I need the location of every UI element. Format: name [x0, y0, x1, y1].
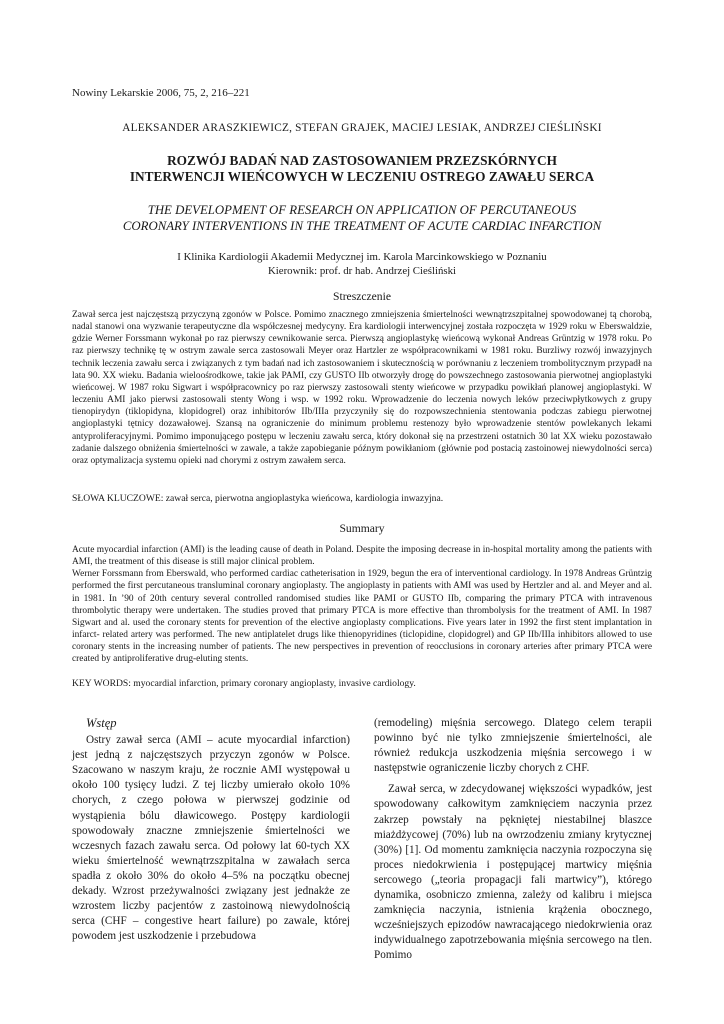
streszczenie-text [72, 309, 652, 467]
streszczenie-heading: Streszczenie [333, 290, 391, 303]
body-paragraph-right-1: (remodeling) mięśnia sercowego. Dlatego celem terapii powinno być nie tylko zmniejszenie śmiertelności, ale również redukcja uszkodzenia mięśnia sercowego i w następstwie ograniczenie liczby chorych z CHF. [374, 717, 652, 775]
body-paragraph-right-2: Zawał serca, w zdecydowanej większości wypadków, jest spowodowany całkowitym zamknięciem naczynia przez zakrzep powstały na pękniętej niestabilnej blaszce miażdżycowej (70%) lub na owrzodzeniu zmiany krytycznej (30%) [1]. Od momentu zamknięcia naczynia rozpoczyna się proces niedokrwienia i postępującej martwicy mięśnia sercowego („teoria propagacji fali martwicy”), którego dynamika, osobniczo zmienna, zależy od kalibru i miejsca zamknięcia naczynia, istnienia krążenia obocznego, wcześniejszych epizodów nawracającego niedokrwienia oraz indywidualnego zapotrzebowania mięśnia sercowego na tlen. Pomimo [374, 783, 652, 962]
title-english-line-1: THE DEVELOPMENT OF RESEARCH ON APPLICATION OF PERCUTANEOUS [147, 203, 577, 217]
summary-paragraph-1: Acute myocardial infarction (AMI) is the leading cause of death in Poland. Despite the imposing decrease in in-hospital mortality among the patients with AMI, the treatment of this disease is still major clinical problem. [72, 545, 652, 568]
body-column-right [374, 716, 652, 964]
author-list: ALEKSANDER ARASZKIEWICZ, STEFAN GRAJEK, MACIEJ LESIAK, ANDRZEJ CIEŚLIŃSKI [122, 122, 602, 134]
key-words: KEY WORDS: myocardial infarction, primary coronary angioplasty, invasive cardiology. [72, 678, 416, 689]
title-polish-line-1: ROZWÓJ BADAŃ NAD ZASTOSOWANIEM PRZEZSKÓRNYCH [167, 153, 557, 168]
journal-citation: Nowiny Lekarskie 2006, 75, 2, 216–221 [72, 87, 250, 99]
body-paragraph-left-1: Ostry zawał serca (AMI – acute myocardial infarction) jest jedną z najczęstszych przyczyn zgonów w Polsce. Szacowano w naszym kraju, że rocznie AMI występował u około 100 tysięcy ludzi. Z tej liczby umierało około 10% chorych, z czego połowa w pierwszej godzinie od wystąpienia bólu dławicowego. Postępy kardiologii spowodowały znaczne zmniejszenie śmiertelności we wczesnych fazach zawału serca. Od połowy lat 60-tych XX wieku śmiertelność wewnątrzszpitalna w zawałach serca spadła z około 30% do około 4–5% na początku obecnej dekady. Wzrost przeżywalności związany jest jednakże ze wzrostem liczby pacjentów z zastoinową niewydolnością serca (CHF – congestive heart failure) po zawale, której powodem jest uszkodzenie i przebudowa [72, 734, 350, 943]
title-english-line-2: CORONARY INTERVENTIONS IN THE TREATMENT OF ACUTE CARDIAC INFARCTION [122, 219, 602, 233]
summary-heading: Summary [339, 522, 385, 535]
slowa-kluczowe: SŁOWA KLUCZOWE: zawał serca, pierwotna angioplastyka wieńcowa, kardiologia inwazyjna. [72, 493, 444, 504]
title-polish-line-2: INTERWENCJI WIEŃCOWYCH W LECZENIU OSTREGO ZAWAŁU SERCA [129, 169, 595, 184]
body-column-left [72, 716, 350, 944]
summary-paragraph-2: Werner Forssmann from Eberswald, who performed cardiac catheterisation in 1929, begun the era of interventional cardiology. In 1978 Andreas Grüntzig performed the first percutaneous transluminal coronary angioplasty. The angioplasty in patients with AMI was used by Hertzler and al. and Meyer and al. in 1981. In ’90 of 20th century several controlled randomised studies like PAMI or GUSTO IIb, comparing the primary PTCA with intravenous thrombolytic therapy were undertaken. The studies proved that primary PTCA is more effective than thrombolysis for the treatment of AMI. In 1987 Sigwart and al. used the coronary stents for prevention of the elective angioplasty complications. Five years later in 1992 the first stent implantation in infarct- related artery was performed. The new antiplatelet drugs like thienopyridines (ticlopidine, clopidogrel) and GP IIb/IIIa inhibitors allowed to use coronary stents in the increasing number of patients. The new perspectives in prevention of reocclusions in coronary arteries after primary PTCA were created by antiproliferative drug-eluting stents. [72, 569, 652, 665]
streszczenie-paragraph: Zawał serca jest najczęstszą przyczyną zgonów w Polsce. Pomimo znacznego zmniejszenia śmiertelności wewnątrzszpitalnej spowodowanej tą chorobą, nadal stanowi ona wyzwanie terapeutyczne dla współczesnej medycyny. Era kardiologii interwencyjnej została rozpoczęta w 1929 roku w Eberswaldzie, gdzie Werner Forssmann wykonał po raz pierwszy cewnikowanie serca. Pierwszą angioplastykę wieńcową wykonał Andreas Grüntzig w 1978 roku. Po raz pierwszy technikę tę w ostrym zawale serca zastosowali Meyer oraz Hartzler ze współpracownikami w 1981 roku. Burzliwy rozwój inwazyjnych technik leczenia zawału serca i związanych z tym badań nad ich zastosowaniem i skutecznością w porównaniu z leczeniem trombolitycznym przypadł na lata 90. XX wieku. Badania wieloośrodkowe, takie jak PAMI, czy GUSTO IIb otworzyły drogę do powszechnego zastosowania pierwotnej angioplastyki wieńcowej. W 1987 roku Sigwart i współpracownicy po raz pierwszy zastosowali stenty wieńcowe w przypadku powikłań planowej angioplastyki. W leczeniu AMI jako pierwsi zastosowali stenty Wong i wsp. w 1992 roku. Wprowadzenie do leczenia nowych leków przeciwpłytkowych z grupy tienopirydyn (tiklopidyna, klopidogrel) oraz inhibitorów IIb/IIIa przyczyniły się do rozpowszechnienia stentowania podczas zabiegu pierwotnej angioplastyki tętnicy dozawałowej. Szansą na ograniczenie do minimum problemu restenozy było wprowadzenie stentów powlekanych lekami antyproliferacyjnymi. Pomimo imponującego postępu w leczeniu zawału serca, który dokonał się na przestrzeni ostatnich 30 lat XX wieku pozostawało zadanie dalszego obniżenia śmiertelności w zawale, a także zapobieganie późnym powikłaniom (głównie pod postacią zastoinowej niewydolności serca) oraz optymalizacja systemu opieki nad chorymi z ostrym zawałem serca. [72, 310, 652, 466]
summary-text [72, 544, 652, 666]
section-title-wstep: Wstęp [86, 716, 117, 730]
affiliation-head: Kierownik: prof. dr hab. Andrzej Cieśliński [267, 265, 456, 277]
affiliation-institution: I Klinika Kardiologii Akademii Medycznej im. Karola Marcinkowskiego w Poznaniu [177, 251, 547, 263]
affiliation [72, 250, 652, 278]
title-polish [72, 153, 652, 185]
title-english [72, 202, 652, 234]
